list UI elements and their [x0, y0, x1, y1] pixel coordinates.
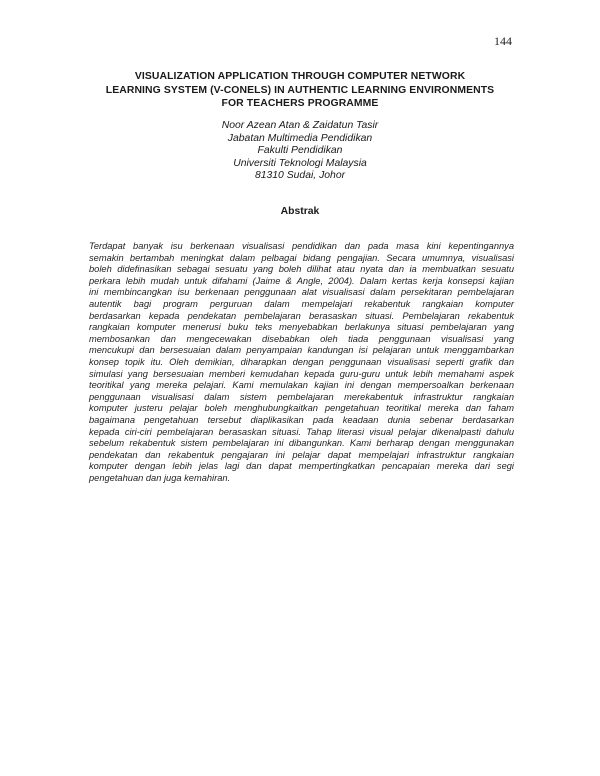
paper-title	[60, 70, 540, 111]
author-department: Jabatan Multimedia Pendidikan	[227, 132, 373, 144]
title-line: VISUALIZATION APPLICATION THROUGH COMPUTER NETWORK	[134, 71, 466, 82]
abstract-line: rangkaian komputer menerusi buku teks menyebabkan berlakunya situasi pembelajaran yang	[89, 322, 514, 333]
abstract-line: berdasarkan kepada pendekatan pembelajaran berasaskan situasi. Pembelajaran rekabentuk	[89, 310, 514, 321]
abstract-line: konsep topik itu. Oleh demikian, diharapkan dengan penggunaan visualisasi seperti grafik dan	[89, 356, 514, 367]
abstract-line: boleh didefinasikan sebagai sesuatu yang boleh dilihat atau nyata dan ia membuatkan sesuatu	[89, 264, 514, 275]
author-university: Universiti Teknologi Malaysia	[233, 157, 367, 169]
title-line: FOR TEACHERS PROGRAMME	[221, 98, 379, 109]
abstract-line: teoritikal yang mereka pelajari. Kami memulakan kajian ini dengan mempersoalkan berkenaan	[89, 380, 514, 391]
abstract-line: semakin bertambah meningkat dalam pelbagai bidang pengajian. Secara umumnya, visualisasi	[89, 252, 514, 263]
abstract-line: membosankan dan mengecewakan disebabkan oleh tiada penggunaan visualisasi yang	[89, 333, 514, 344]
author-block	[60, 120, 540, 183]
abstract-line: perkara lebih mudah untuk difahami (Jaime & Angle, 2004). Dalam kertas kerja konsepsi kajian	[89, 275, 514, 286]
abstract-line: kepada ciri-ciri pembelajaran berasaskan situasi. Tahap literasi visual pelajar dikenalpasti dahulu	[89, 426, 514, 437]
title-line: LEARNING SYSTEM (V-CONELS) IN AUTHENTIC LEARNING ENVIRONMENTS	[105, 84, 495, 96]
author-names: Noor Azean Atan & Zaidatun Tasir	[221, 120, 379, 131]
page-number: 144	[494, 34, 512, 48]
author-address: 81310 Sudai, Johor	[254, 170, 346, 182]
abstract-line: sebelum rekabentuk sistem pembelajaran ini dibangunkan. Kami berharap dengan menggunakan	[89, 438, 514, 449]
abstract-body	[89, 241, 514, 484]
abstract-line: simulasi yang bersesuaian memberi kemudahan kepada guru-guru untuk lebih memahami aspek	[89, 368, 514, 379]
abstract-heading: Abstrak	[280, 206, 320, 217]
abstract-line: komputer justeru pelajar boleh menghubungkaitkan pengetahuan teoritikal mereka dan faham	[89, 403, 514, 414]
abstract-line: mencukupi dan bersesuaian dalam penyampaian kandungan isi pelajaran untuk menggambarkan	[89, 345, 514, 356]
abstract-line: Terdapat banyak isu berkenaan visualisasi pendidikan dan pada masa kini kepentingannya	[89, 241, 514, 251]
author-faculty: Fakulti Pendidikan	[257, 145, 343, 157]
abstract-line: autentik bagi program perguruan dalam mempelajari rekabentuk rangkaian komputer	[89, 298, 514, 309]
abstract-line: ini membincangkan isu berkenaan penggunaan alat visualisasi dalam persekitaran pembelajaran	[89, 287, 514, 298]
abstract-line: bagaimana pengetahuan tersebut diaplikasikan pada keadaan dunia sebenar berdasarkan	[89, 414, 514, 425]
abstract-line: pendekatan dan rekabentuk pengajaran ini pelajar dapat mempelajari infrastruktur rangkaian	[89, 449, 514, 460]
abstract-line: pengetahuan dan juga kemahiran.	[89, 472, 231, 483]
abstract-line: komputer dengan lebih jelas lagi dan dapat mempertingkatkan pencapaian mereka dari segi	[89, 461, 514, 472]
abstract-line: penggunaan visualisasi dalam sistem pembelajaran merekabentuk infrastruktur rangkaian	[89, 391, 514, 402]
